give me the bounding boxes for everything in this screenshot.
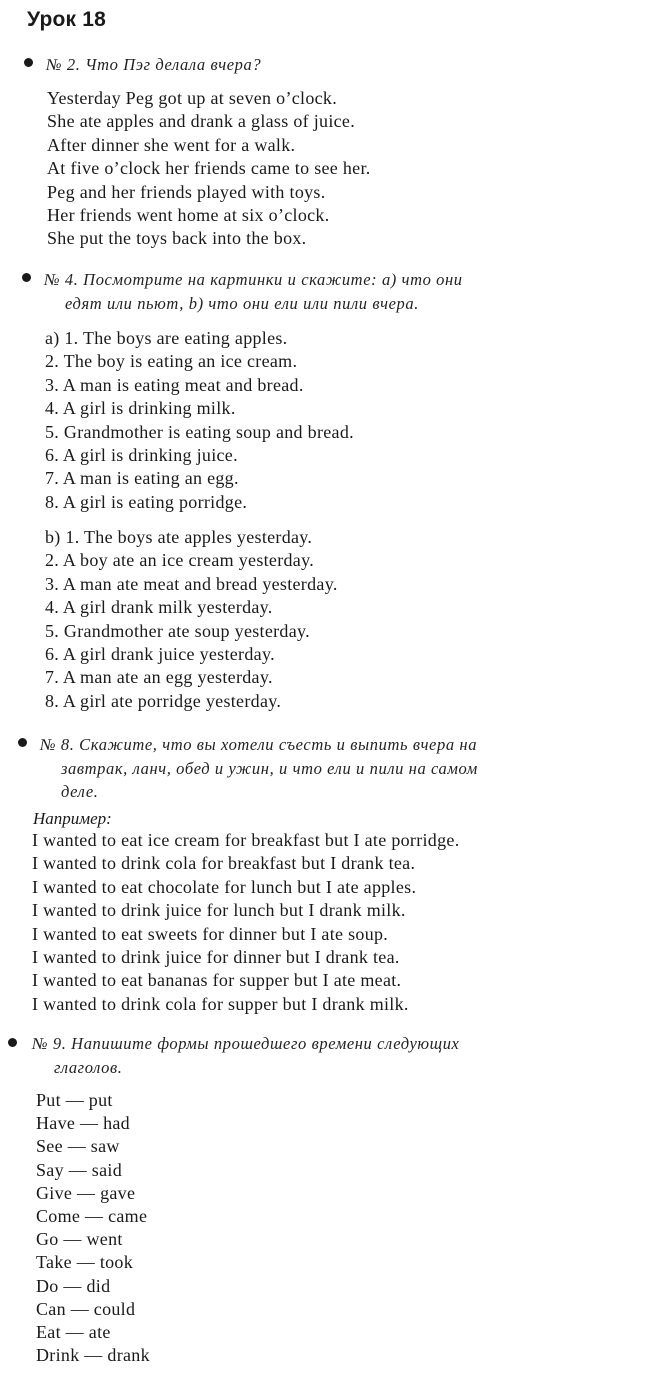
list-item: Drink — drank (36, 1345, 150, 1366)
list-item: 3. A man ate meat and bread yesterday. (45, 573, 338, 594)
list-item: 6. A girl drank juice yesterday. (45, 644, 275, 665)
list-item: 5. Grandmother is eating soup and bread. (45, 421, 354, 442)
exercise-9-task-line-2: глаголов. (54, 1058, 123, 1077)
list-item: She ate apples and drank a glass of juice. (47, 111, 355, 132)
list-item: 4. A girl is drinking milk. (45, 398, 236, 419)
list-item: 5. Grandmother ate soup yesterday. (45, 620, 310, 641)
exercise-8-task-line-1: № 8. Скажите, что вы хотели съесть и выпить вчера на (40, 735, 478, 754)
list-item: I wanted to drink cola for breakfast but I drank tea. (32, 853, 416, 874)
bullet-icon (18, 738, 27, 747)
example-label: Например: (33, 809, 112, 828)
list-item: Peg and her friends played with toys. (47, 181, 326, 202)
exercise-2-lines (47, 87, 371, 251)
list-item: 8. A girl ate porridge yesterday. (45, 690, 282, 711)
list-item: Put — put (36, 1090, 113, 1110)
exercise-4-part-b (45, 526, 338, 713)
list-item: Can — could (36, 1298, 136, 1319)
list-item: I wanted to drink juice for lunch but I drank milk. (32, 900, 406, 921)
bullet-icon (22, 273, 31, 282)
list-item: 4. A girl drank milk yesterday. (45, 597, 273, 618)
list-item: 3. A man is eating meat and bread. (45, 374, 304, 395)
list-item: See — saw (36, 1136, 120, 1157)
list-item: Her friends went home at six o’clock. (47, 205, 330, 226)
exercise-8-task-line-3: деле. (61, 782, 99, 801)
exercise-8-lines (32, 829, 460, 1016)
exercise-9-verbs (36, 1089, 150, 1367)
exercise-8-task-line-2: завтрак, ланч, обед и ужин, и что ели и пили на самом (61, 759, 478, 778)
exercise-2-task: № 2. Что Пэг делала вчера? (46, 55, 262, 74)
list-item: 6. A girl is drinking juice. (45, 445, 238, 466)
exercise-4-task-line-2: едят или пьют, b) что они ели или пили вчера. (65, 294, 419, 313)
list-item: 7. A man ate an egg yesterday. (45, 667, 273, 688)
list-item: I wanted to drink cola for supper but I drank milk. (32, 993, 409, 1014)
list-item: 7. A man is eating an egg. (45, 468, 239, 489)
exercise-9-task-line-1: № 9. Напишите формы прошедшего времени следующих (32, 1034, 460, 1053)
list-item: b) 1. The boys ate apples yesterday. (45, 527, 313, 547)
list-item: Come — came (36, 1206, 148, 1227)
list-item: She put the toys back into the box. (47, 228, 307, 249)
exercise-4-part-a (45, 327, 354, 514)
list-item: I wanted to eat chocolate for lunch but I ate apples. (32, 876, 417, 897)
list-item: I wanted to drink juice for dinner but I drank tea. (32, 947, 400, 968)
list-item: Take — took (36, 1252, 134, 1273)
list-item: Have — had (36, 1113, 130, 1134)
list-item: 8. A girl is eating porridge. (45, 491, 248, 512)
bullet-icon (24, 58, 33, 67)
list-item: I wanted to eat bananas for supper but I ate meat. (32, 970, 402, 991)
list-item: Say — said (36, 1159, 122, 1180)
list-item: Eat — ate (36, 1322, 111, 1343)
list-item: After dinner she went for a walk. (47, 134, 296, 155)
list-item: a) 1. The boys are eating apples. (45, 328, 288, 348)
bullet-icon (8, 1038, 17, 1047)
list-item: I wanted to eat ice cream for breakfast but I ate porridge. (32, 830, 460, 850)
list-item: Yesterday Peg got up at seven o’clock. (47, 88, 338, 108)
list-item: Go — went (36, 1229, 123, 1250)
list-item: Do — did (36, 1275, 111, 1296)
list-item: 2. A boy ate an ice cream yesterday. (45, 550, 315, 571)
list-item: 2. The boy is eating an ice cream. (45, 351, 298, 372)
list-item: At five o’clock her friends came to see her. (47, 158, 371, 179)
lesson-title: Урок 18 (27, 8, 107, 31)
exercise-4-task-line-1: № 4. Посмотрите на картинки и скажите: а) что они (44, 270, 463, 289)
list-item: I wanted to eat sweets for dinner but I ate soup. (32, 923, 389, 944)
list-item: Give — gave (36, 1182, 136, 1203)
